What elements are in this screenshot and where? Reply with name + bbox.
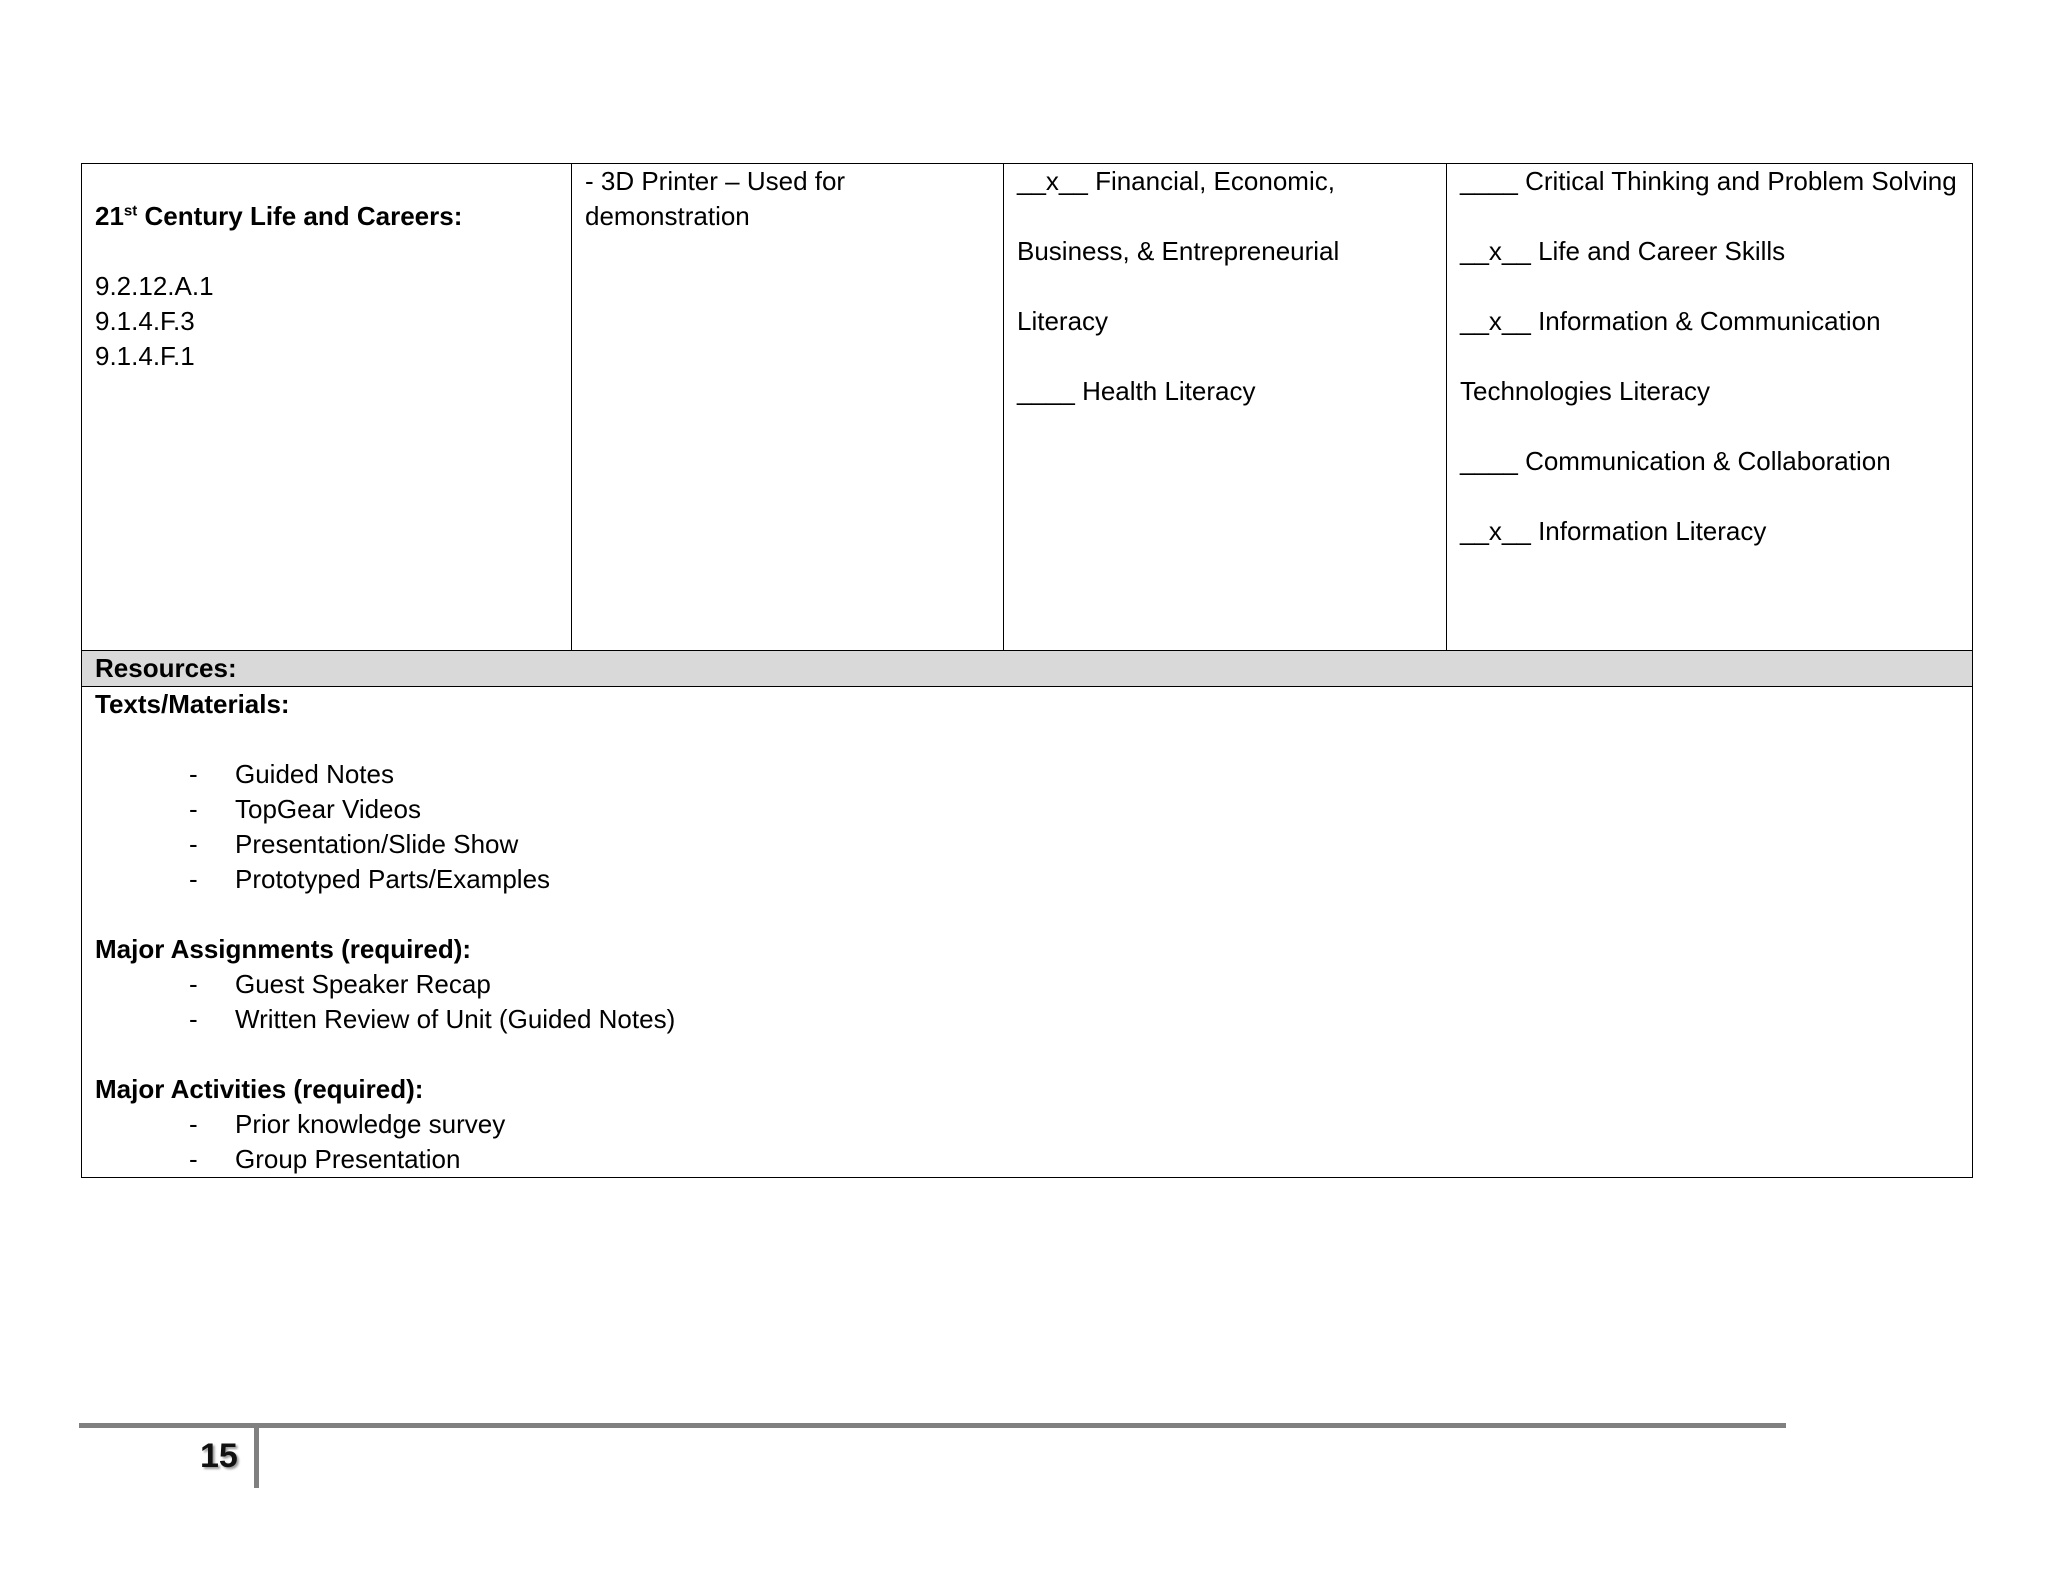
footer-rule: [79, 1423, 1786, 1428]
standard-code: 9.1.4.F.1: [95, 341, 195, 371]
list-item: - Presentation/Slide Show: [189, 829, 519, 859]
literacy-item: __x__ Financial, Economic,: [1017, 166, 1335, 196]
resources-header: Resources:: [82, 651, 1973, 687]
list-item: - Prototyped Parts/Examples: [189, 864, 551, 894]
list-item: - Written Review of Unit (Guided Notes): [189, 1004, 676, 1034]
skills-item: __x__ Information Literacy: [1460, 516, 1767, 546]
list-item: - Guest Speaker Recap: [189, 969, 491, 999]
standard-code: 9.2.12.A.1: [95, 271, 214, 301]
skills-item: __x__ Life and Career Skills: [1460, 236, 1786, 266]
major-activities-heading: Major Activities (required):: [95, 1074, 424, 1104]
skills-item: ____ Critical Thinking and Problem Solving: [1460, 166, 1957, 196]
equipment-cell: [572, 164, 1004, 651]
major-assignments-list: [95, 967, 1959, 1037]
skills-item: Technologies Literacy: [1460, 376, 1711, 406]
life-careers-heading: 21st Century Life and Careers:: [95, 201, 463, 231]
resources-header-row: [82, 651, 1973, 687]
major-assignments-heading: Major Assignments (required):: [95, 934, 472, 964]
page-number: 15: [200, 1437, 238, 1475]
literacy-item: ____ Health Literacy: [1017, 376, 1256, 406]
literacy-item: Business, & Entrepreneurial: [1017, 236, 1340, 266]
resources-body-row: [82, 687, 1973, 1178]
major-activities-list: [95, 1107, 1959, 1177]
standards-row: [82, 164, 1973, 651]
standard-code: 9.1.4.F.3: [95, 306, 195, 336]
skills-cell: [1447, 164, 1973, 651]
texts-materials-heading: Texts/Materials:: [95, 689, 290, 719]
literacy-item: Literacy: [1017, 306, 1109, 336]
texts-materials-list: [95, 757, 1959, 897]
list-item: - Guided Notes: [189, 759, 394, 789]
resources-body: [82, 687, 1973, 1178]
curriculum-table: [81, 163, 1973, 1178]
equipment-line: demonstration: [585, 201, 750, 231]
literacy-cell: [1004, 164, 1447, 651]
skills-item: __x__ Information & Communication: [1460, 306, 1881, 336]
footer-divider: [254, 1428, 259, 1488]
skills-item: ____ Communication & Collaboration: [1460, 446, 1891, 476]
list-item: - Group Presentation: [189, 1144, 461, 1174]
equipment-line: - 3D Printer – Used for: [585, 166, 846, 196]
list-item: - Prior knowledge survey: [189, 1109, 506, 1139]
life-careers-cell: [82, 164, 572, 651]
list-item: - TopGear Videos: [189, 794, 421, 824]
